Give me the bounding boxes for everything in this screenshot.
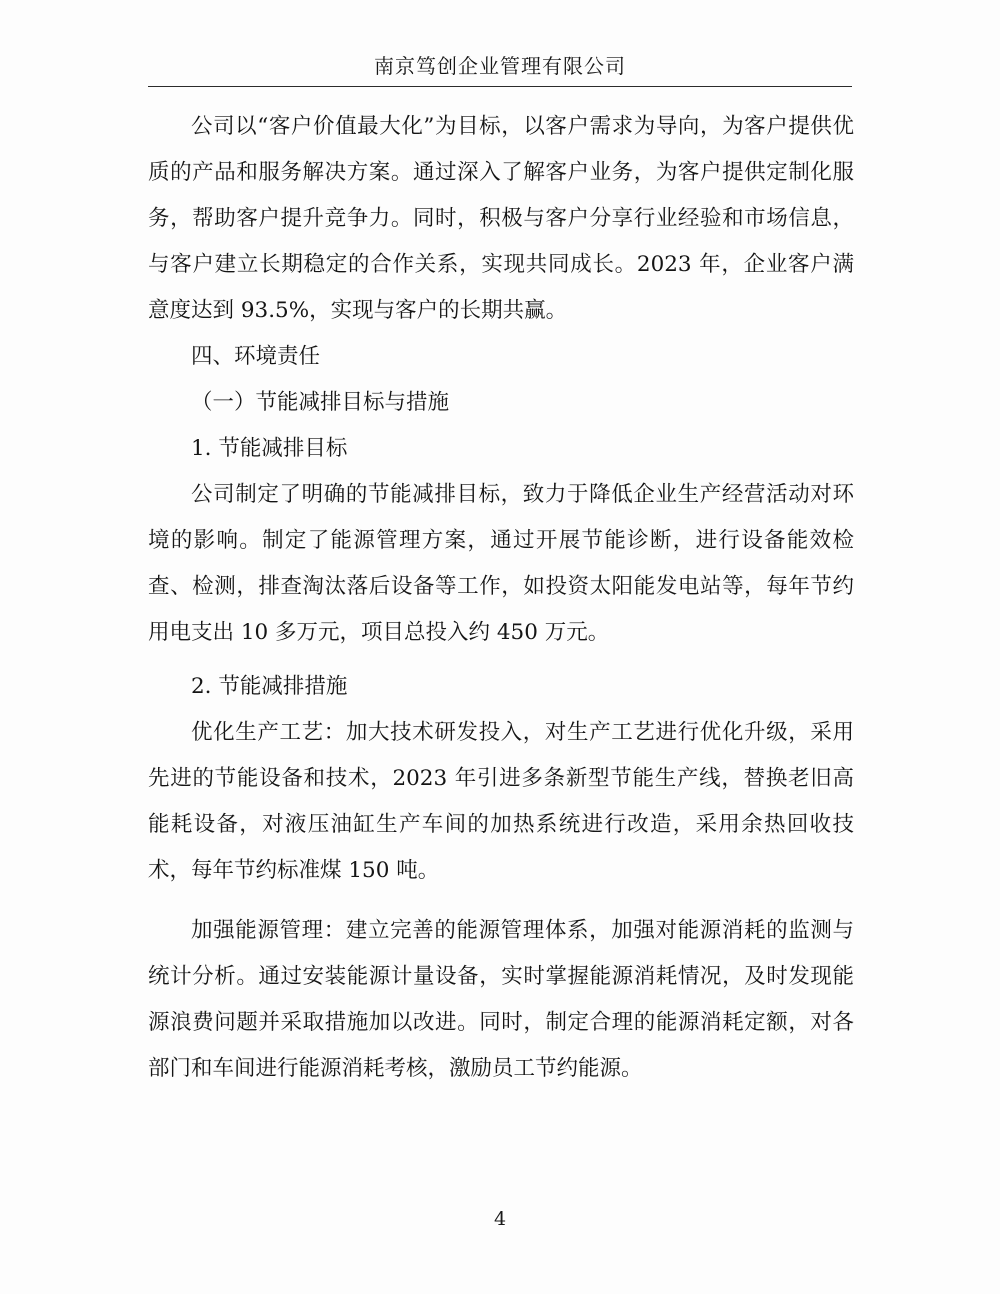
item-heading-energy-measures: 2. 节能减排措施 <box>191 674 348 699</box>
section-heading-environment: 四、环境责任 <box>191 344 321 369</box>
spacer <box>148 656 854 664</box>
paragraph-energy-target-detail: 公司制定了明确的节能减排目标，致力于降低企业生产经营活动对环境的影响。制定了能源管理方案，通过开展节能诊断，进行设备能效检查、检测，排查淘汰落后设备等工作，如投资太阳能发电站等，每年节约用电支出 10 多万元，项目总投入约 450 万元。 <box>148 482 854 645</box>
paragraph-customer-value: 公司以“客户价值最大化”为目标，以客户需求为导向，为客户提供优质的产品和服务解决方案。通过深入了解客户业务，为客户提供定制化服务，帮助客户提升竞争力。同时，积极与客户分享行业经验和市场信息，与客户建立长期稳定的合作关系，实现共同成长。2023 年，企业客户满意度达到 93.5%，实现与客户的长期共赢。 <box>148 114 854 323</box>
page-number: 4 <box>493 1208 507 1230</box>
paragraph-energy-management: 加强能源管理：建立完善的能源管理体系，加强对能源消耗的监测与统计分析。通过安装能源计量设备，实时掌握能源消耗情况，及时发现能源浪费问题并采取措施加以改进。同时，制定合理的能源消耗定额，对各部门和车间进行能源消耗考核，激励员工节约能源。 <box>148 918 854 1081</box>
spacer <box>148 894 854 908</box>
header-divider <box>148 86 852 87</box>
page-footer <box>0 1208 1000 1230</box>
subsection-heading-energy-goals: （一）节能减排目标与措施 <box>191 390 450 415</box>
header-company-name: 南京笃创企业管理有限公司 <box>374 54 626 78</box>
page-header <box>148 52 852 87</box>
document-body <box>148 104 854 1092</box>
paragraph-process-optimization: 优化生产工艺：加大技术研发投入，对生产工艺进行优化升级，采用先进的节能设备和技术，2023 年引进多条新型节能生产线，替换老旧高能耗设备，对液压油缸生产车间的加热系统进行改造，采用余热回收技术，每年节约标准煤 150 吨。 <box>148 720 854 883</box>
item-heading-energy-target: 1. 节能减排目标 <box>191 436 348 461</box>
